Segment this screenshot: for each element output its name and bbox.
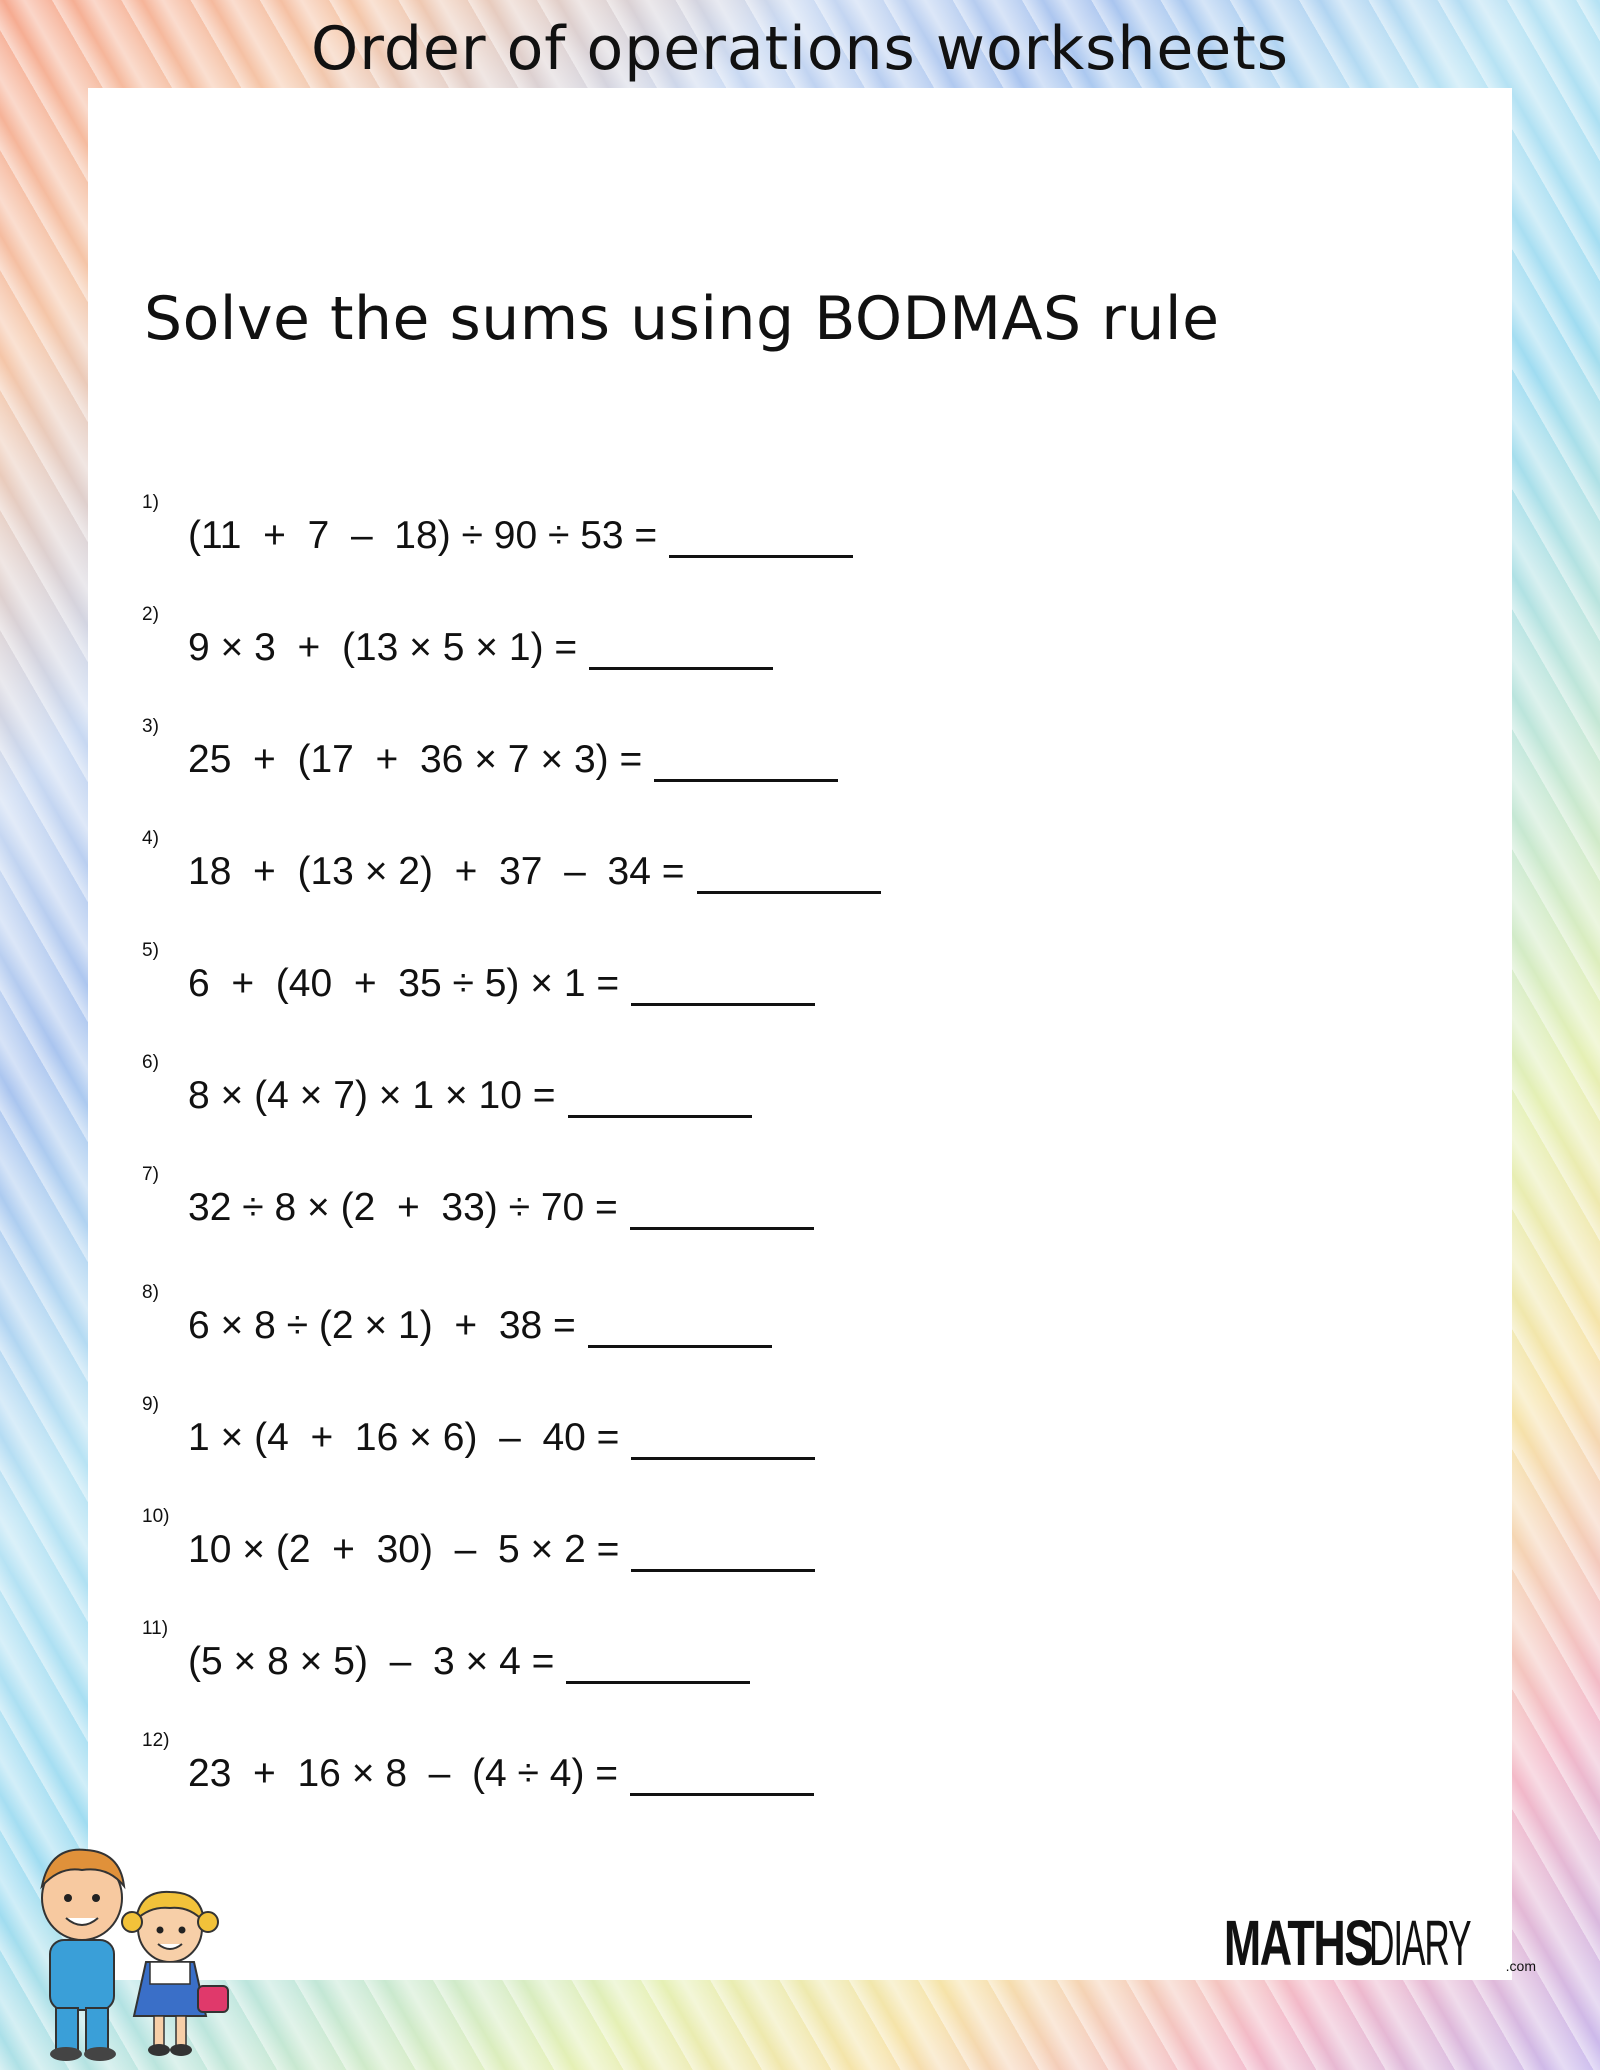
brand-logo-suffix: .com [1505,1958,1536,1974]
problem-item [142,600,773,670]
answer-blank[interactable] [566,1643,750,1684]
problem-expression: 6 × 8 ÷ (2 × 1) + 38 = [188,1304,576,1347]
problem-number: 5) [142,940,159,961]
problem-number: 10) [142,1506,170,1527]
problem-number: 8) [142,1282,159,1303]
answer-blank[interactable] [669,517,853,558]
problem-expression: 1 × (4 + 16 × 6) – 40 = [188,1416,620,1459]
problem-expression: 25 + (17 + 36 × 7 × 3) = [188,738,643,781]
problem-number: 1) [142,492,159,513]
answer-blank[interactable] [630,1755,814,1796]
problem-expression: (11 + 7 – 18) ÷ 90 ÷ 53 = [188,514,658,557]
brand-logo-bold: MATHS [1224,1907,1374,1979]
problem-expression: 10 × (2 + 30) – 5 × 2 = [188,1528,620,1571]
problem-item [142,1278,772,1348]
problem-number: 4) [142,828,159,849]
answer-blank[interactable] [654,741,838,782]
problem-number: 11) [142,1618,169,1639]
problem-number: 9) [142,1394,159,1415]
problem-number: 3) [142,716,159,737]
problem-number: 6) [142,1052,159,1073]
problem-expression: 18 + (13 × 2) + 37 – 34 = [188,850,685,893]
problem-item [142,824,881,894]
page-title: Order of operations worksheets [311,14,1289,84]
problem-expression: 6 + (40 + 35 ÷ 5) × 1 = [188,962,620,1005]
problem-item [142,936,815,1006]
problem-item [142,488,853,558]
problem-expression: 23 + 16 × 8 – (4 ÷ 4) = [188,1752,619,1795]
answer-blank[interactable] [630,1189,814,1230]
answer-blank[interactable] [631,1531,815,1572]
problem-number: 12) [142,1730,170,1751]
problem-number: 7) [142,1164,159,1185]
problem-item [142,1048,752,1118]
problem-item [142,1390,815,1460]
problem-expression: 9 × 3 + (13 × 5 × 1) = [188,626,578,669]
problem-number: 2) [142,604,159,625]
answer-blank[interactable] [631,965,815,1006]
answer-blank[interactable] [588,1307,772,1348]
problem-expression: 32 ÷ 8 × (2 + 33) ÷ 70 = [188,1186,618,1229]
kids-illustration-icon [20,1836,240,2066]
problem-item [142,712,838,782]
problem-item [142,1502,815,1572]
brand-logo [1160,1906,1536,1980]
worksheet-sheet [88,88,1512,1980]
problem-item [142,1160,814,1230]
problem-expression: (5 × 8 × 5) – 3 × 4 = [188,1640,555,1683]
problem-expression: 8 × (4 × 7) × 1 × 10 = [188,1074,556,1117]
answer-blank[interactable] [697,853,881,894]
problem-item [142,1614,750,1684]
answer-blank[interactable] [568,1077,752,1118]
instruction-heading: Solve the sums using BODMAS rule [144,284,1220,354]
problem-item [142,1726,814,1796]
answer-blank[interactable] [631,1419,815,1460]
answer-blank[interactable] [589,629,773,670]
brand-logo-light: DIARY [1369,1907,1471,1979]
